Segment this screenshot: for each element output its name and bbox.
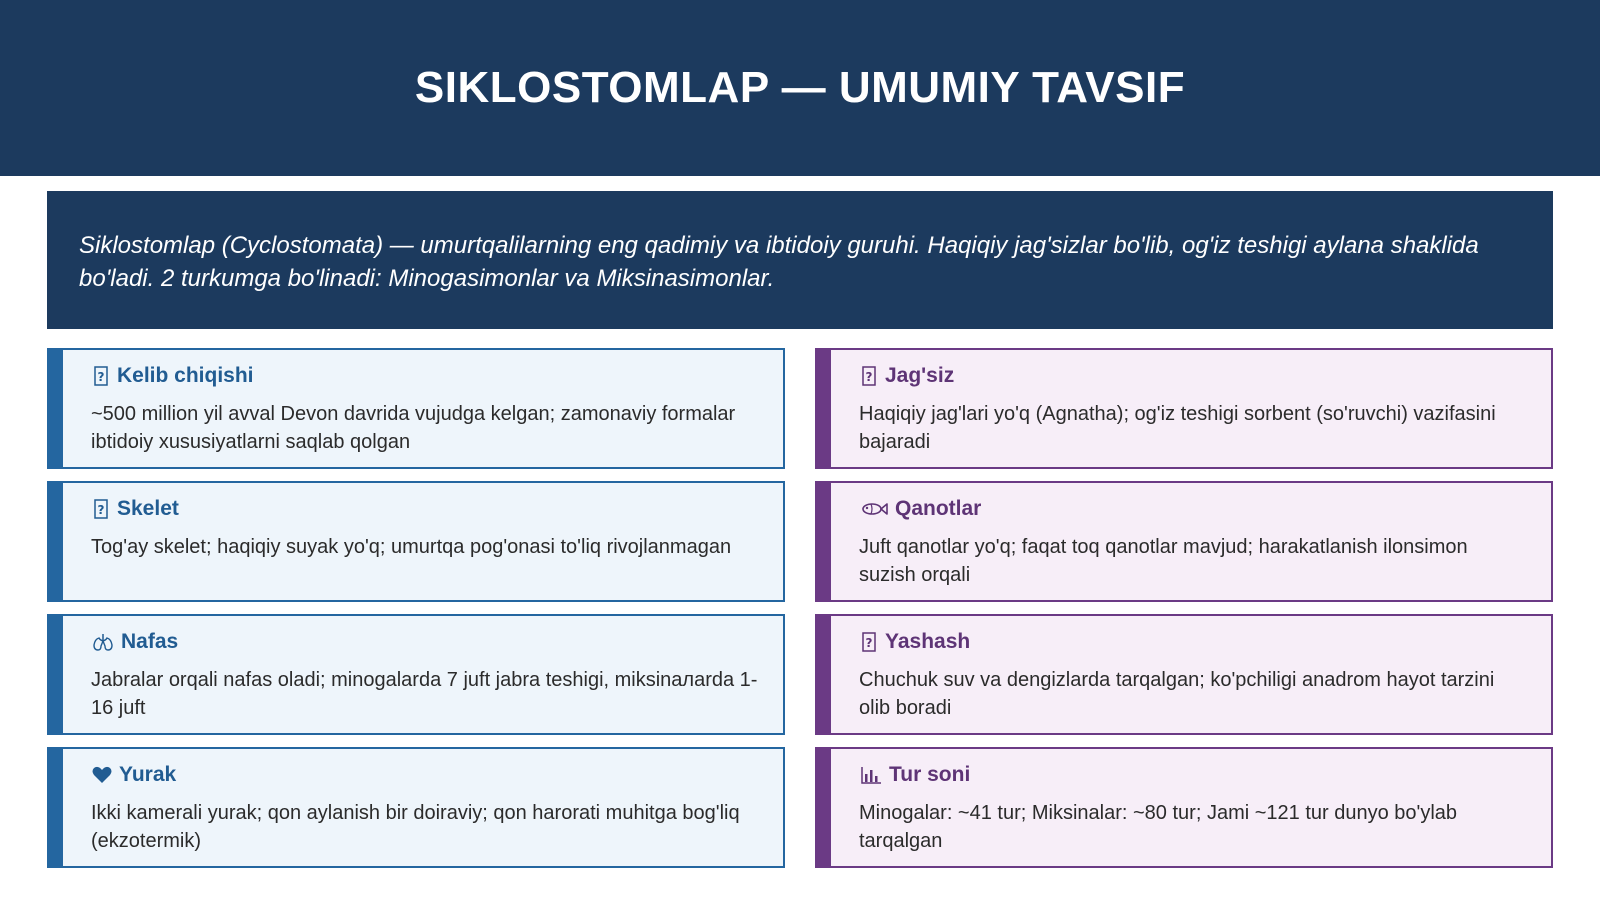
card-yashash [815, 614, 1553, 735]
card-title: Skelet [117, 497, 179, 520]
svg-text:?: ? [865, 370, 873, 384]
card-description: Juft qanotlar yo'q; faqat toq qanotlar mavjud; harakatlanish ilonsimon suzish orqali [859, 536, 1468, 586]
page-title: SIKLOSTOMLAP — UMUMIY TAVSIF [414, 63, 1186, 112]
svg-text:?: ? [97, 370, 105, 384]
intro-panel [47, 191, 1553, 329]
card-description: ~500 million yil avval Devon davrida vujudga kelgan; zamonaviy formalar ibtidoiy xususiyatlarni saqlab qolgan [91, 403, 736, 453]
intro-text: Siklostomlap (Cyclostomata) — umurtqalilarning eng qadimiy va ibtidoiy guruhi. Haqiqiy jag'sizlar bo'lib, og'iz teshigi aylana shaklida bo'ladi. 2 turkumga bo'linadi: Minogasimonlar va Miksinasimonlar. [79, 232, 1479, 292]
header-banner [0, 0, 1600, 176]
card-skelet [47, 481, 785, 602]
card-title: Kelib chiqishi [117, 364, 254, 387]
card-title: Yashash [885, 630, 971, 653]
card-title: Jag'siz [885, 364, 955, 387]
card-tur-soni [815, 747, 1553, 868]
card-description: Haqiqiy jag'lari yo'q (Agnatha); og'iz teshigi sorbent (so'ruvchi) vazifasini bajaradi [859, 403, 1496, 453]
card-description: Ikki kamerali yurak; qon aylanish bir doiraviy; qon harorati muhitga bog'liq (ekzotermik) [91, 802, 740, 852]
fish-icon [859, 498, 889, 520]
placeholder-box-icon [91, 365, 111, 387]
card-description: Jabralar orqali nafas oladi; minogalarda 7 juft jabra teshigi, miksinaлarda 1-16 juft [91, 669, 758, 719]
placeholder-box-icon [91, 498, 111, 520]
lungs-icon [91, 631, 115, 653]
card-description: Minogalar: ~41 tur; Miksinalar: ~80 tur; Jami ~121 tur dunyo bo'ylab tarqalgan [859, 802, 1458, 852]
placeholder-box-icon [859, 631, 879, 653]
card-title: Tur soni [889, 763, 971, 786]
heart-icon [91, 764, 113, 786]
svg-text:?: ? [97, 503, 105, 517]
card-description: Chuchuk suv va dengizlarda tarqalgan; ko'pchiligi anadrom hayot tarzini olib boradi [859, 669, 1495, 719]
card-description: Tog'ay skelet; haqiqiy suyak yo'q; umurtqa pog'onasi to'liq rivojlanmagan [91, 536, 732, 558]
svg-text:?: ? [865, 636, 873, 650]
card-qanotlar [815, 481, 1553, 602]
card-nafas [47, 614, 785, 735]
card-title: Qanotlar [895, 497, 982, 520]
card-title: Nafas [121, 630, 179, 653]
placeholder-box-icon [859, 365, 879, 387]
card-title: Yurak [119, 763, 177, 786]
card-jagsiz [815, 348, 1553, 469]
card-kelib-chiqishi [47, 348, 785, 469]
bar-chart-icon [859, 764, 883, 786]
card-yurak [47, 747, 785, 868]
